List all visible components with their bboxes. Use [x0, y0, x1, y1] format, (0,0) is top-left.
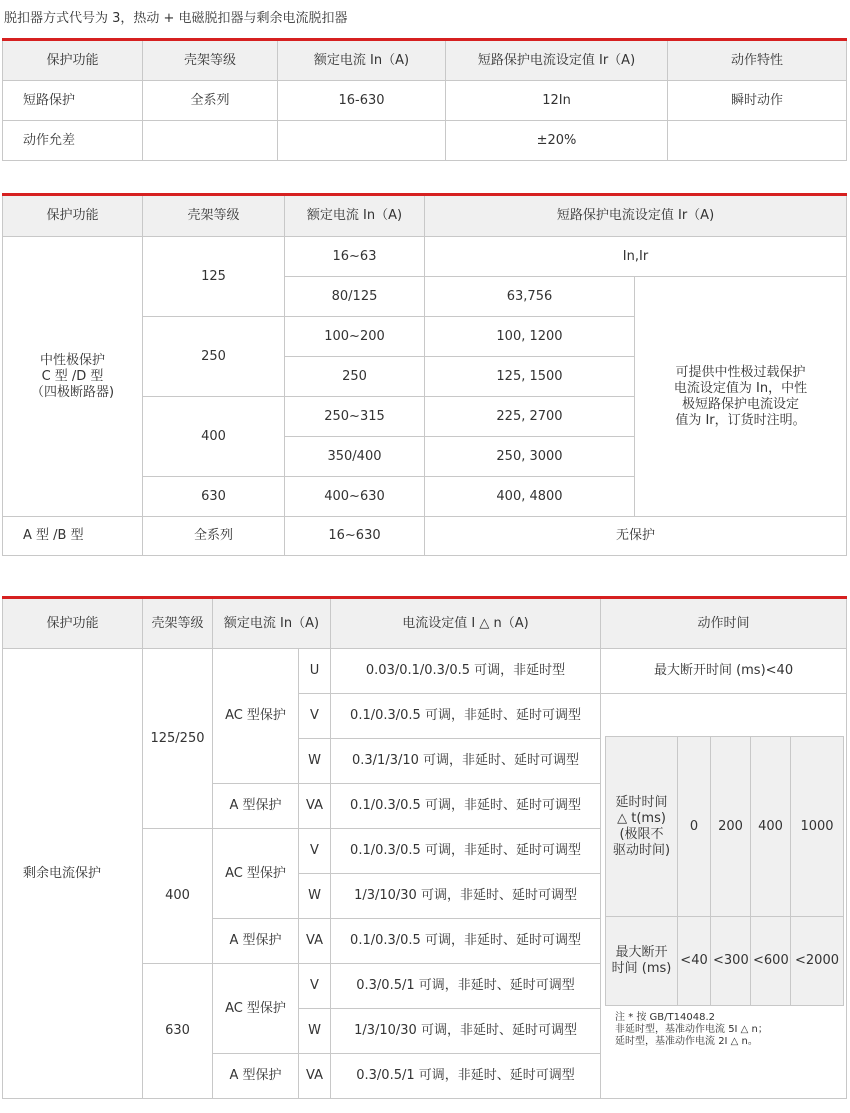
type-a-cell: A 型保护 [213, 1054, 299, 1099]
t2-last-function: A 型 /B 型 [3, 517, 143, 556]
t1-cell [143, 121, 278, 161]
setting-cell: 125, 1500 [425, 357, 635, 397]
footnote-line: 延时型，基准动作电流 2I △ n。 [615, 1036, 758, 1047]
t1-cell: 短路保护 [3, 81, 143, 121]
delay-value: 200 [711, 737, 751, 917]
neutral-label-line: 中性极保护 [39, 352, 105, 368]
type-ac-cell: AC 型保护 [213, 829, 299, 919]
type-ac-cell: AC 型保护 [213, 649, 299, 784]
t1-cell: 16-630 [278, 81, 446, 121]
current-cell: 350/400 [285, 437, 425, 477]
max-value: <600 [751, 917, 791, 1006]
delay-label-line: 延时时间 [615, 794, 668, 810]
type-a-cell: A 型保护 [213, 919, 299, 964]
t3-header-rated-current: 额定电流 In（A) [213, 598, 331, 649]
t2-header-function: 保护功能 [3, 195, 143, 237]
t1-cell: 瞬时动作 [668, 81, 847, 121]
max-label-line: 最大断开 [615, 945, 668, 960]
code-cell: V [299, 694, 331, 739]
current-cell: 100~200 [285, 317, 425, 357]
setting-cell: 0.1/0.3/0.5 可调，非延时、延时可调型 [331, 784, 601, 829]
t2-last-current: 16~630 [285, 517, 425, 556]
t2-last-frame: 全系列 [143, 517, 285, 556]
frame-cell: 400 [143, 829, 213, 964]
short-circuit-table [2, 38, 847, 161]
setting-cell: 1/3/10/30 可调，非延时、延时可调型 [331, 1009, 601, 1054]
max-value: <300 [711, 917, 751, 1006]
setting-cell: 0.1/0.3/0.5 可调，非延时、延时可调型 [331, 829, 601, 874]
setting-cell: 0.1/0.3/0.5 可调，非延时、延时可调型 [331, 694, 601, 739]
setting-cell: 250, 3000 [425, 437, 635, 477]
frame-cell: 400 [143, 397, 285, 477]
table-row [3, 649, 847, 694]
frame-cell: 630 [143, 964, 213, 1099]
delay-value: 400 [751, 737, 791, 917]
current-cell: 16~63 [285, 237, 425, 277]
t1-cell [278, 121, 446, 161]
frame-cell: 125 [143, 237, 285, 317]
table-row [3, 517, 847, 556]
frame-cell: 630 [143, 477, 285, 517]
neutral-label-line: （四极断路器) [30, 384, 115, 400]
setting-cell: 0.3/0.5/1 可调，非延时、延时可调型 [331, 1054, 601, 1099]
t3-header-setting: 电流设定值 I △ n（A) [331, 598, 601, 649]
neutral-protection-table [2, 193, 847, 556]
table-row [3, 237, 847, 277]
residual-current-table [2, 596, 847, 1099]
table-row [3, 121, 847, 161]
code-cell: VA [299, 919, 331, 964]
t2-header-frame: 壳架等级 [143, 195, 285, 237]
table-row [3, 81, 847, 121]
max-label-cell [606, 917, 678, 1006]
max-label-line: 时间 (ms) [611, 961, 672, 976]
frame-cell: 125/250 [143, 649, 213, 829]
frame-cell: 250 [143, 317, 285, 397]
delay-value: 0 [678, 737, 711, 917]
setting-cell: 0.03/0.1/0.3/0.5 可调，非延时型 [331, 649, 601, 694]
residual-function-cell: 剩余电流保护 [3, 649, 143, 1099]
code-cell: W [299, 1009, 331, 1054]
setting-cell: 1/3/10/30 可调，非延时、延时可调型 [331, 874, 601, 919]
neutral-note-cell [635, 277, 847, 517]
current-cell: 250~315 [285, 397, 425, 437]
delay-label-line: 驱动时间) [612, 842, 671, 858]
setting-cell: 400, 4800 [425, 477, 635, 517]
code-cell: W [299, 874, 331, 919]
t1-header-action: 动作特性 [668, 40, 847, 81]
footnote-line: 非延时型，基准动作电流 5I △ n； [615, 1024, 768, 1035]
max-value: <40 [678, 917, 711, 1006]
note-line: 值为 Ir，订货时注明。 [675, 412, 806, 428]
note-line: 极短路保护电流设定 [681, 396, 799, 412]
t3-header-frame: 壳架等级 [143, 598, 213, 649]
current-cell: 400~630 [285, 477, 425, 517]
action-time-panel [601, 694, 847, 1099]
delay-label-line: (极限不 [619, 826, 664, 842]
u-action-cell: 最大断开时间 (ms)<40 [601, 649, 847, 694]
t1-cell [668, 121, 847, 161]
t2-last-setting: 无保护 [425, 517, 847, 556]
type-a-cell: A 型保护 [213, 784, 299, 829]
code-cell: U [299, 649, 331, 694]
code-cell: W [299, 739, 331, 784]
setting-cell: 0.3/1/3/10 可调，非延时、延时可调型 [331, 739, 601, 784]
t1-header-function: 保护功能 [3, 40, 143, 81]
setting-cell: 63,756 [425, 277, 635, 317]
note-line: 可提供中性极过载保护 [675, 364, 806, 380]
setting-cell: 0.3/0.5/1 可调，非延时、延时可调型 [331, 964, 601, 1009]
current-cell: 80/125 [285, 277, 425, 317]
max-value: <2000 [791, 917, 844, 1006]
footnote-line: 注 * 按 GB/T14048.2 [615, 1012, 715, 1023]
t2-header-setting: 短路保护电流设定值 Ir（A) [425, 195, 847, 237]
t1-header-rated-current: 额定电流 In（A) [278, 40, 446, 81]
t3-header-function: 保护功能 [3, 598, 143, 649]
setting-cell: In,Ir [425, 237, 847, 277]
note-line: 电流设定值为 In，中性 [673, 380, 808, 396]
t1-cell: 动作允差 [3, 121, 143, 161]
neutral-label-line: C 型 /D 型 [41, 368, 104, 384]
t1-header-frame: 壳架等级 [143, 40, 278, 81]
delay-time-subtable [605, 736, 844, 1006]
t1-cell: 全系列 [143, 81, 278, 121]
t1-cell: ±20% [446, 121, 668, 161]
code-cell: V [299, 964, 331, 1009]
setting-cell: 0.1/0.3/0.5 可调，非延时、延时可调型 [331, 919, 601, 964]
code-cell: VA [299, 784, 331, 829]
t1-header-setting: 短路保护电流设定值 Ir（A) [446, 40, 668, 81]
delay-label-cell [606, 737, 678, 917]
delay-value: 1000 [791, 737, 844, 917]
page-heading: 脱扣器方式代号为 3，热动 + 电磁脱扣器与剩余电流脱扣器 [4, 11, 348, 26]
setting-cell: 225, 2700 [425, 397, 635, 437]
t1-cell: 12In [446, 81, 668, 121]
t3-header-action-time: 动作时间 [601, 598, 847, 649]
current-cell: 250 [285, 357, 425, 397]
neutral-function-cell [3, 237, 143, 517]
setting-cell: 100, 1200 [425, 317, 635, 357]
code-cell: V [299, 829, 331, 874]
code-cell: VA [299, 1054, 331, 1099]
delay-label-line: △ t(ms) [617, 810, 666, 826]
t2-header-rated-current: 额定电流 In（A) [285, 195, 425, 237]
type-ac-cell: AC 型保护 [213, 964, 299, 1054]
footnote [605, 1006, 842, 1054]
